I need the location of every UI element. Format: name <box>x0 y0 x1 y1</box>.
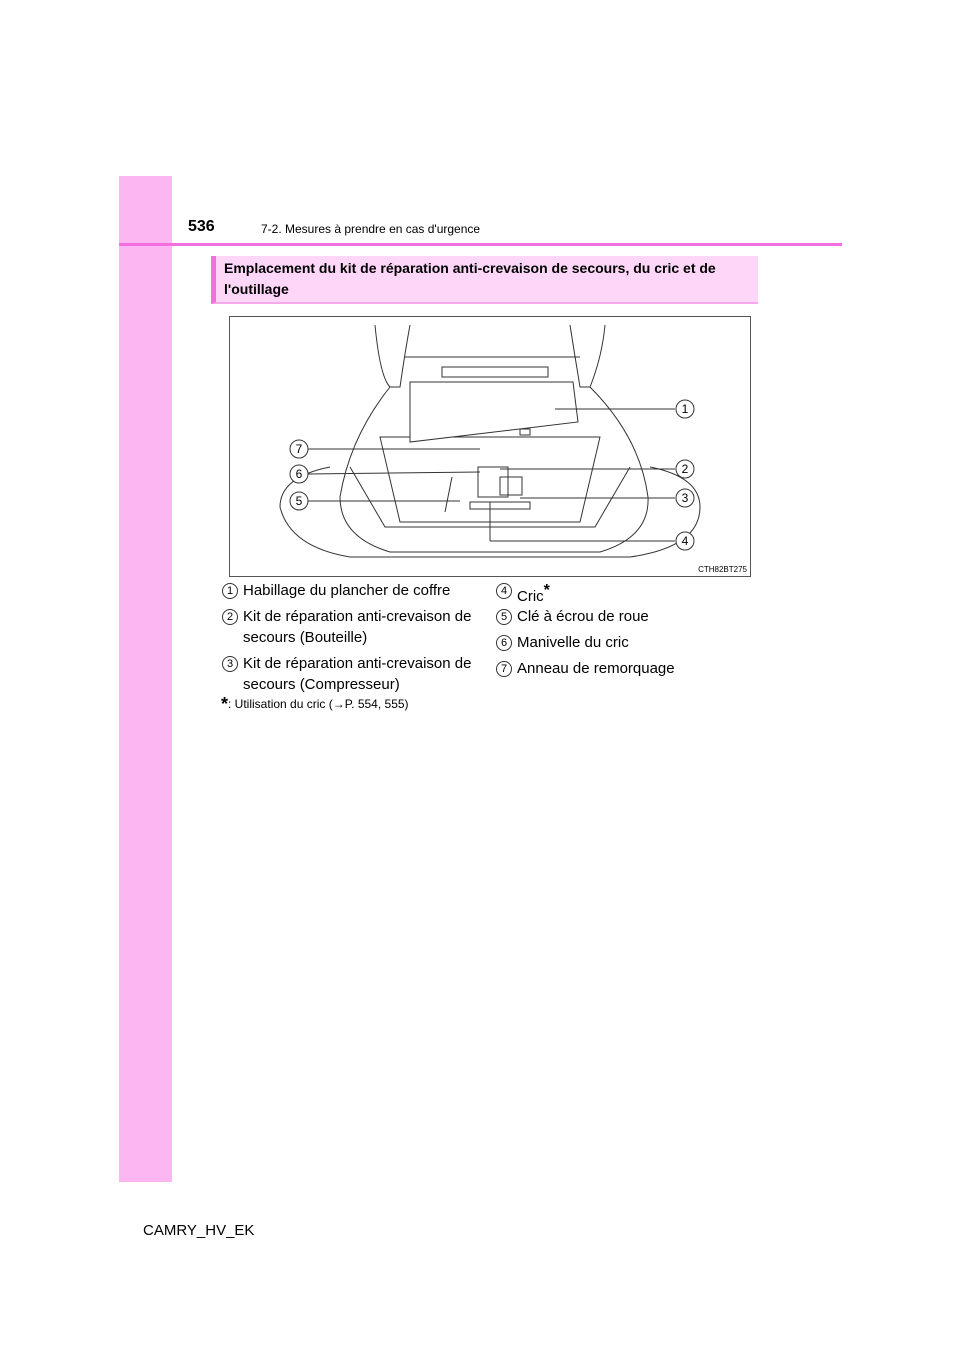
callout-6: 6 <box>295 467 303 481</box>
trunk-illustration <box>230 317 750 576</box>
legend-item-5: 5 Clé à écrou de roue <box>496 606 746 627</box>
callout-2: 2 <box>681 462 689 476</box>
legend-item-7: 7 Anneau de remorquage <box>496 658 746 679</box>
footer-model: CAMRY_HV_EK <box>143 1222 255 1239</box>
side-tab <box>119 176 172 1182</box>
callout-3: 3 <box>681 491 689 505</box>
legend-item-4: 4 Cric* <box>496 580 746 607</box>
callout-1: 1 <box>681 402 689 416</box>
page-number: 536 <box>188 218 215 235</box>
legend-item-3: 3 Kit de réparation anti-crevaison de secours (Compresseur) <box>222 653 487 695</box>
callout-7: 7 <box>295 442 303 456</box>
section-title: Emplacement du kit de réparation anti-crevaison de secours, du cric et de l'outillage <box>211 256 758 304</box>
figure-code: CTH82BT275 <box>698 565 747 574</box>
header-rule <box>119 243 842 246</box>
callout-5: 5 <box>295 494 303 508</box>
footnote: *: Utilisation du cric (→P. 554, 555) <box>221 694 409 714</box>
legend-item-2: 2 Kit de réparation anti-crevaison de secours (Bouteille) <box>222 606 487 648</box>
callout-4: 4 <box>681 534 689 548</box>
section-header: 7-2. Mesures à prendre en cas d'urgence <box>261 222 481 236</box>
legend-item-1: 1 Habillage du plancher de coffre <box>222 580 487 601</box>
legend-item-6: 6 Manivelle du cric <box>496 632 746 653</box>
trunk-figure <box>229 316 751 577</box>
